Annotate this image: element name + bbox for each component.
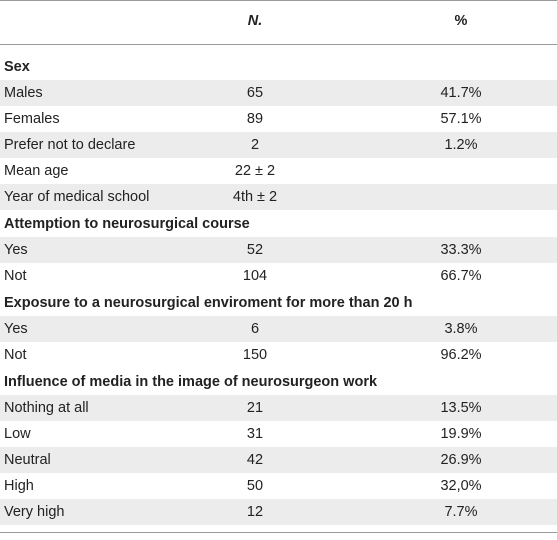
table-row (0, 237, 557, 263)
row-label: High (4, 478, 34, 494)
table-row (0, 106, 557, 132)
row-percent: 41.7% (440, 85, 482, 101)
table-row (0, 342, 557, 368)
table-row (0, 395, 557, 421)
row-n: 4th ± 2 (232, 189, 278, 205)
table-row (0, 184, 557, 210)
table-row (0, 132, 557, 158)
row-label: Prefer not to declare (4, 137, 136, 153)
section-title-row (0, 290, 557, 316)
section-title-row (0, 211, 557, 237)
table-row (0, 80, 557, 106)
row-n: 2 (250, 137, 260, 153)
row-n: 89 (246, 111, 264, 127)
row-n: 65 (246, 85, 264, 101)
row-percent: 13.5% (440, 400, 482, 416)
table-row (0, 263, 557, 289)
row-n: 42 (246, 452, 264, 468)
row-label: Very high (4, 504, 65, 520)
table-row (0, 421, 557, 447)
table-row (0, 316, 557, 342)
table-header-row (0, 8, 557, 34)
row-n: 31 (246, 426, 264, 442)
row-n: 22 ± 2 (234, 163, 276, 179)
row-percent: 1.2% (444, 137, 478, 153)
row-percent: 32,0% (440, 478, 482, 494)
section-title-row (0, 54, 557, 80)
row-label: Females (4, 111, 60, 127)
header-percent: % (454, 13, 468, 29)
row-label: Neutral (4, 452, 51, 468)
row-n: 50 (246, 478, 264, 494)
row-n: 104 (242, 268, 268, 284)
row-label: Males (4, 85, 43, 101)
table-row (0, 499, 557, 525)
header-n: N. (247, 13, 263, 29)
row-label: Mean age (4, 163, 69, 179)
row-label: Not (4, 268, 27, 284)
row-percent: 3.8% (444, 321, 478, 337)
row-n: 21 (246, 400, 264, 416)
row-percent: 7.7% (444, 504, 478, 520)
header-rule (0, 44, 557, 45)
row-label: Low (4, 426, 31, 442)
section-title: Exposure to a neurosurgical enviroment for more than 20 h (4, 295, 413, 311)
row-percent: 19.9% (440, 426, 482, 442)
section-title-row (0, 369, 557, 395)
section-title: Influence of media in the image of neurosurgeon work (4, 374, 378, 390)
row-n: 150 (242, 347, 268, 363)
row-percent: 66.7% (440, 268, 482, 284)
row-n: 52 (246, 242, 264, 258)
table-row (0, 473, 557, 499)
row-n: 6 (250, 321, 260, 337)
row-label: Yes (4, 242, 28, 258)
section-title: Sex (4, 59, 30, 75)
row-percent: 26.9% (440, 452, 482, 468)
table-row (0, 447, 557, 473)
section-title: Attemption to neurosurgical course (4, 216, 250, 232)
row-percent: 96.2% (440, 347, 482, 363)
table-row (0, 158, 557, 184)
row-label: Not (4, 347, 27, 363)
row-label: Year of medical school (4, 189, 150, 205)
row-label: Yes (4, 321, 28, 337)
table-bottom-rule (0, 532, 557, 533)
row-percent: 57.1% (440, 111, 482, 127)
row-label: Nothing at all (4, 400, 89, 416)
row-percent: 33.3% (440, 242, 482, 258)
row-n: 12 (246, 504, 264, 520)
table-top-rule (0, 0, 557, 1)
